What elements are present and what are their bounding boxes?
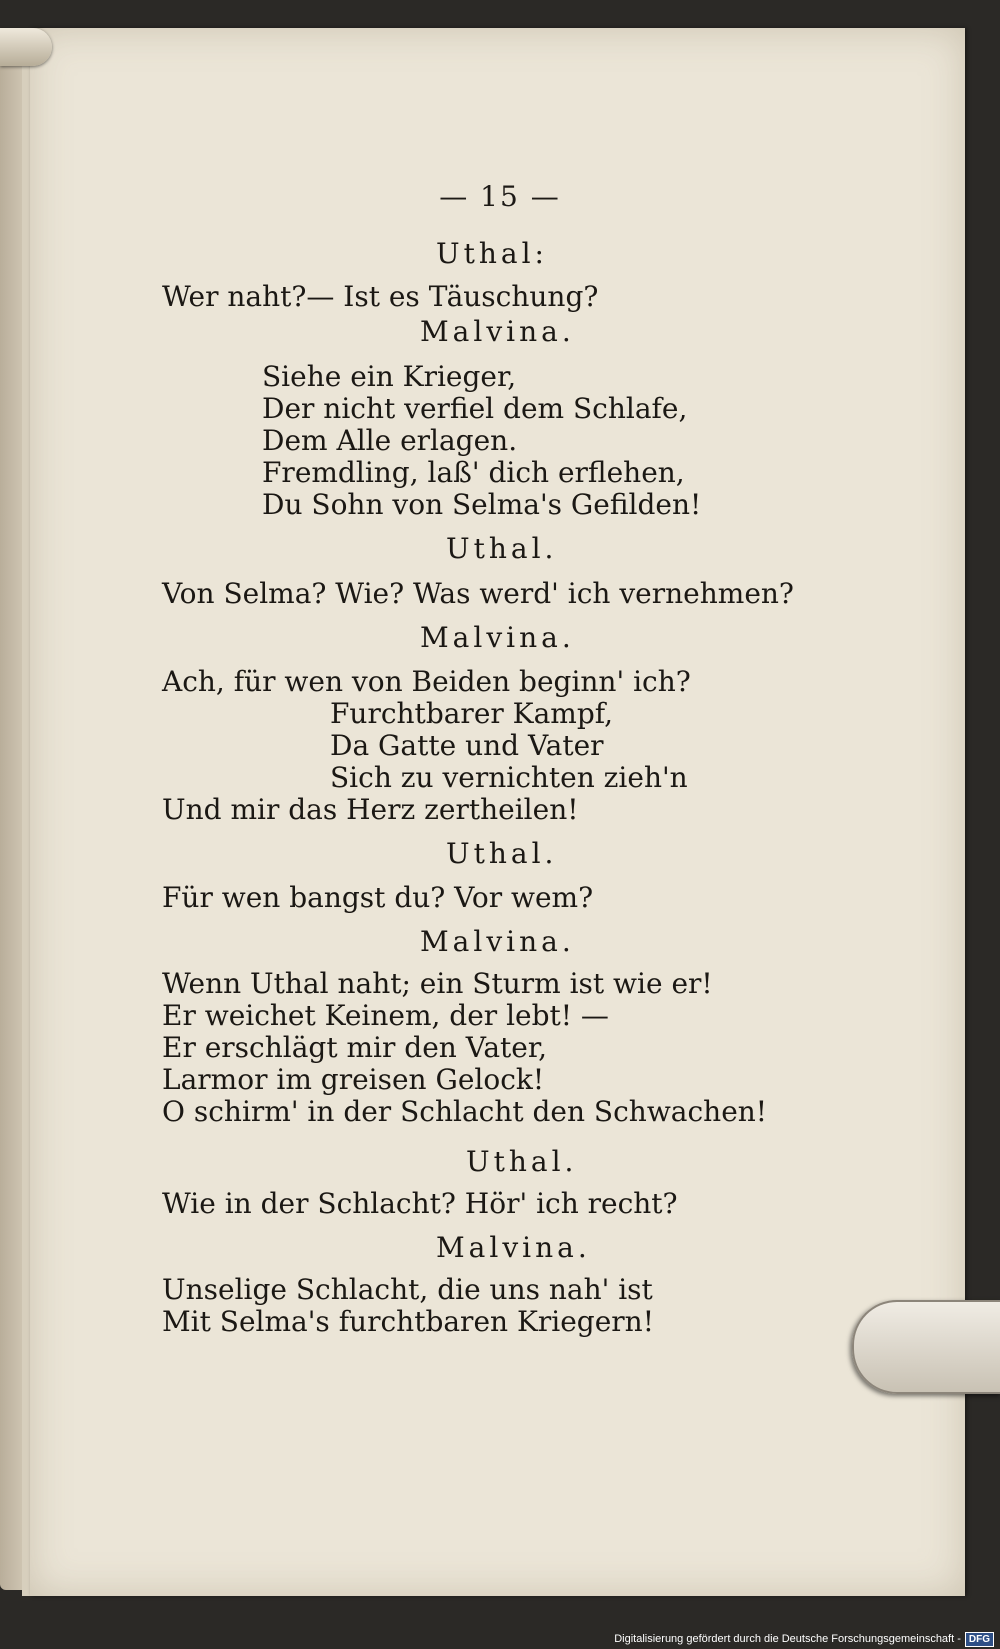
verse-line: Siehe ein Krieger, (262, 360, 517, 393)
footer-credit (614, 1631, 994, 1647)
verse-line: Wer naht?— Ist es Täuschung? (162, 280, 599, 313)
verse-line: Der nicht verfiel dem Schlafe, (262, 392, 688, 425)
page-clip-right (852, 1300, 1000, 1394)
verse-line: Wie in der Schlacht? Hör' ich recht? (162, 1187, 678, 1220)
speaker-heading: Malvina. (420, 315, 575, 348)
verse-line: Sich zu vernichten zieh'n (330, 761, 688, 794)
verse-line: Wenn Uthal naht; ein Sturm ist wie er! (162, 967, 713, 1000)
verse-line: Du Sohn von Selma's Gefilden! (262, 488, 702, 521)
speaker-heading: Malvina. (436, 1231, 591, 1264)
speaker-heading: Uthal. (446, 532, 558, 565)
verse-line: O schirm' in der Schlacht den Schwachen! (162, 1095, 768, 1128)
verse-line: Er weichet Keinem, der lebt! — (162, 999, 609, 1032)
dfg-logo: DFG (965, 1632, 994, 1647)
footer-text: Digitalisierung gefördert durch die Deutsche Forschungsgemeinschaft - (614, 1633, 961, 1645)
verse-line: Ach, für wen von Beiden beginn' ich? (162, 665, 691, 698)
verse-line: Und mir das Herz zertheilen! (162, 793, 579, 826)
speaker-heading: Malvina. (420, 621, 575, 654)
binding-clip-left (0, 28, 52, 66)
page-number: — 15 — (439, 180, 561, 213)
verse-line: Furchtbarer Kampf, (330, 697, 614, 730)
verse-line: Larmor im greisen Gelock! (162, 1063, 545, 1096)
speaker-heading: Uthal: (436, 237, 548, 270)
speaker-heading: Malvina. (420, 925, 575, 958)
verse-line: Für wen bangst du? Vor wem? (162, 881, 594, 914)
verse-line: Er erschlägt mir den Vater, (162, 1031, 548, 1064)
speaker-heading: Uthal. (446, 837, 558, 870)
verse-line: Da Gatte und Vater (330, 729, 604, 762)
verse-line: Von Selma? Wie? Was werd' ich vernehmen? (162, 577, 794, 610)
verse-line: Fremdling, laß' dich erflehen, (262, 456, 685, 489)
verse-line: Dem Alle erlagen. (262, 424, 518, 457)
verse-line: Mit Selma's furchtbaren Kriegern! (162, 1305, 654, 1338)
speaker-heading: Uthal. (466, 1145, 578, 1178)
verse-line: Unselige Schlacht, die uns nah' ist (162, 1273, 653, 1306)
